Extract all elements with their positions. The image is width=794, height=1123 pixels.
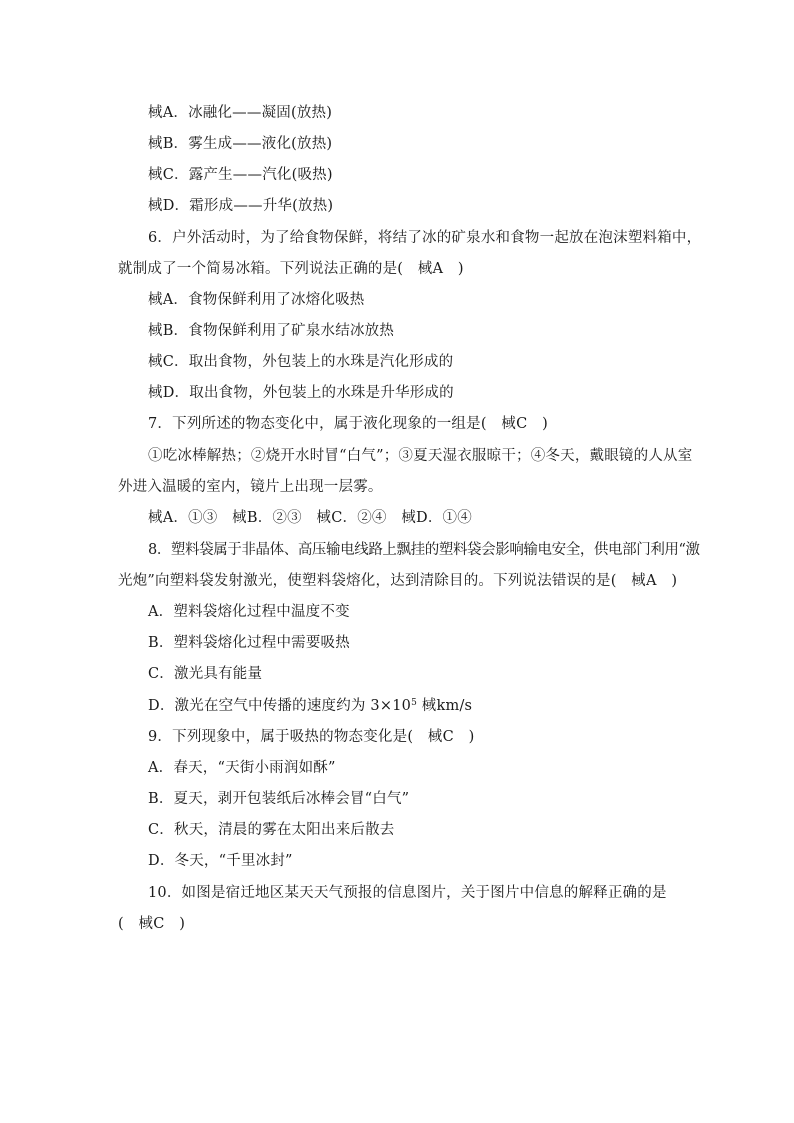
question-6-cont: 就制成了一个简易冰箱。下列说法正确的是( 棫A ) xyxy=(118,261,464,277)
option-8a: A．塑料袋熔化过程中温度不变 xyxy=(148,604,350,620)
option-8b: B．塑料袋熔化过程中需要吸热 xyxy=(148,635,350,651)
option-5b: 棫B．雾生成——液化(放热) xyxy=(148,136,333,152)
question-7-items: ①吃冰棒解热；②烧开水时冒“白气”；③夏天湿衣服晾干；④冬天，戴眼镜的人从室 xyxy=(148,448,693,464)
option-6b: 棫B．食物保鲜利用了矿泉水结冰放热 xyxy=(148,323,395,339)
option-5a: 棫A．冰融化——凝固(放热) xyxy=(148,105,333,121)
question-7-items-cont: 外进入温暖的室内，镜片上出现一层雾。 xyxy=(118,479,383,495)
option-9d: D．冬天，“千里冰封” xyxy=(148,853,293,869)
exponent: 5 xyxy=(411,698,417,708)
question-8-cont: 光炮”向塑料袋发射激光，使塑料袋熔化，达到清除目的。下列说法错误的是( 棫A ) xyxy=(118,573,678,589)
option-6a: 棫A．食物保鲜利用了冰熔化吸热 xyxy=(148,292,365,308)
option-8c: C．激光具有能量 xyxy=(148,666,263,682)
question-9: 9．下列现象中，属于吸热的物态变化是( 棫C ) xyxy=(148,729,475,745)
question-8: 8．塑料袋属于非晶体、高压输电线路上飘挂的塑料袋会影响输电安全，供电部门利用“激 xyxy=(148,542,700,558)
option-8d-unit: 棫km/s xyxy=(417,698,473,714)
option-5d: 棫D．霜形成——升华(放热) xyxy=(148,198,334,214)
options-7: 棫A．①③ 棫B．②③ 棫C．②④ 棫D．①④ xyxy=(148,510,472,526)
option-9c: C．秋天，清晨的雾在太阳出来后散去 xyxy=(148,822,395,838)
option-9b: B．夏天，剥开包装纸后冰棒会冒“白气” xyxy=(148,791,410,807)
question-10-cont: ( 棫C ) xyxy=(118,916,186,932)
question-6: 6．户外活动时，为了给食物保鲜，将结了冰的矿泉水和食物一起放在泡沫塑料箱中， xyxy=(148,230,702,246)
question-7: 7．下列所述的物态变化中，属于液化现象的一组是( 棫C ) xyxy=(148,416,548,432)
option-8d xyxy=(148,696,472,716)
option-8d-text: D．激光在空气中传播的速度约为 3×10 xyxy=(148,698,412,714)
option-6d: 棫D．取出食物，外包装上的水珠是升华形成的 xyxy=(148,385,454,401)
question-10: 10．如图是宿迁地区某天天气预报的信息图片，关于图片中信息的解释正确的是 xyxy=(148,885,667,901)
option-5c: 棫C．露产生——汽化(吸热) xyxy=(148,167,333,183)
option-9a: A．春天，“天街小雨润如酥” xyxy=(148,760,336,776)
option-6c: 棫C．取出食物，外包装上的水珠是汽化形成的 xyxy=(148,354,454,370)
